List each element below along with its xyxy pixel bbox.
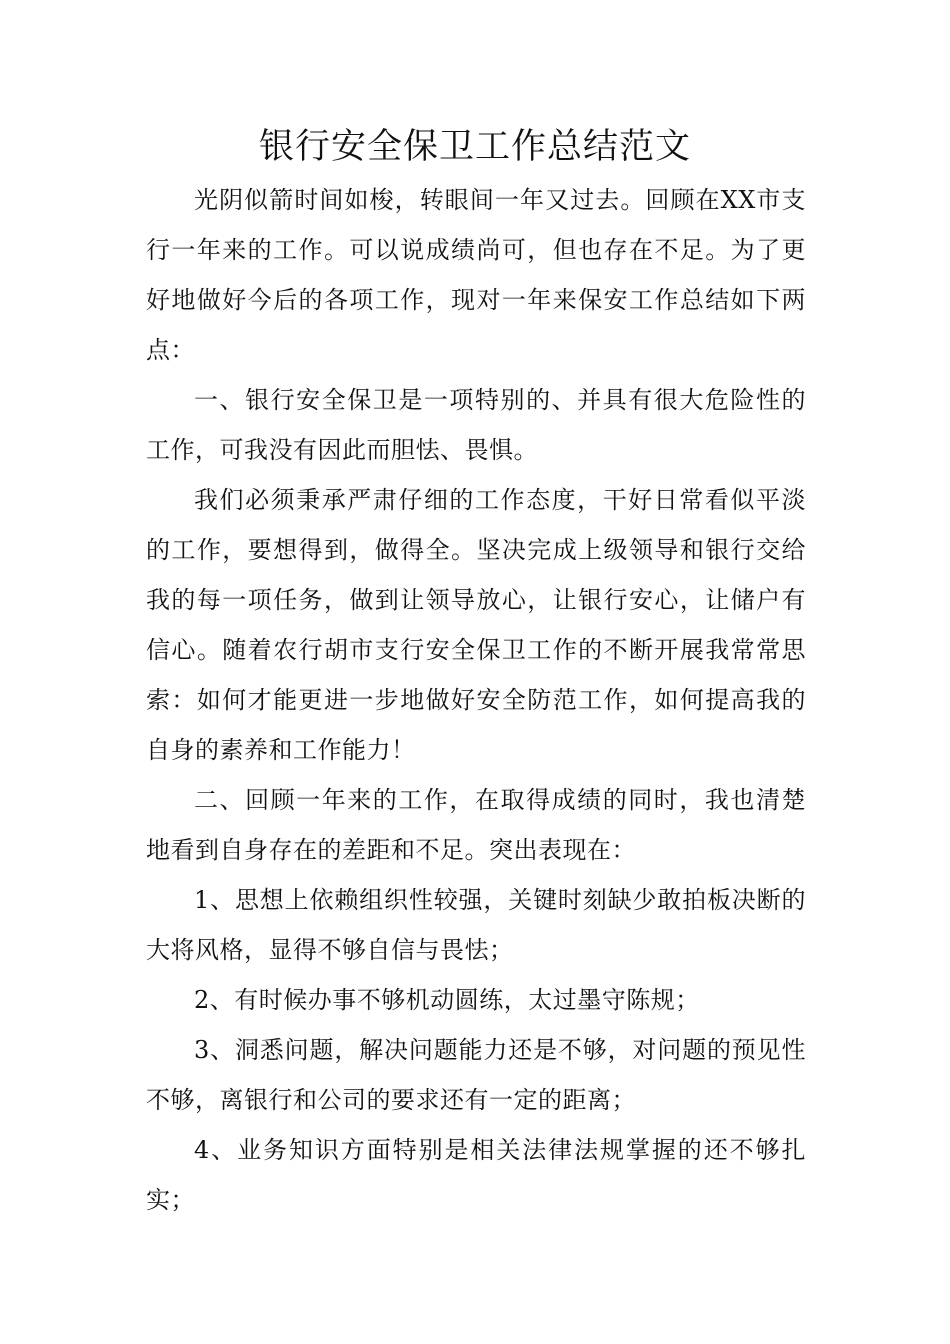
paragraph-item-1: 1、思想上依赖组织性较强，关键时刻缺少敢拍板决断的大将风格，显得不够自信与畏怯； xyxy=(146,886,806,964)
paragraph-item-3: 3、洞悉问题，解决问题能力还是不够，对问题的预见性不够，离银行和公司的要求还有一定的距离； xyxy=(146,1036,806,1114)
paragraph-item-4: 4、业务知识方面特别是相关法律法规掌握的还不够扎实； xyxy=(146,1136,806,1214)
document-title: 银行安全保卫工作总结范文 xyxy=(258,127,691,167)
paragraph-item-2: 2、有时候办事不够机动圆练，太过墨守陈规； xyxy=(194,986,700,1014)
document-body xyxy=(146,175,806,1225)
paragraph-point-two: 二、回顾一年来的工作，在取得成绩的同时，我也清楚地看到自身存在的差距和不足。突出表现在： xyxy=(146,786,806,864)
paragraph-intro: 光阴似箭时间如梭，转眼间一年又过去。回顾在XX市支行一年来的工作。可以说成绩尚可，但也存在不足。为了更好地做好今后的各项工作，现对一年来保安工作总结如下两点： xyxy=(146,186,806,364)
paragraph-point-one: 一、银行安全保卫是一项特别的、并具有很大危险性的工作，可我没有因此而胆怯、畏惧。 xyxy=(146,386,806,464)
paragraph-attitude: 我们必须秉承严肃仔细的工作态度，干好日常看似平淡的工作，要想得到，做得全。坚决完成上级领导和银行交给我的每一项任务，做到让领导放心，让银行安心，让储户有信心。随着农行胡市支行安全保卫工作的不断开展我常常思索：如何才能更进一步地做好安全防范工作，如何提高我的自身的素养和工作能力！ xyxy=(146,486,806,764)
